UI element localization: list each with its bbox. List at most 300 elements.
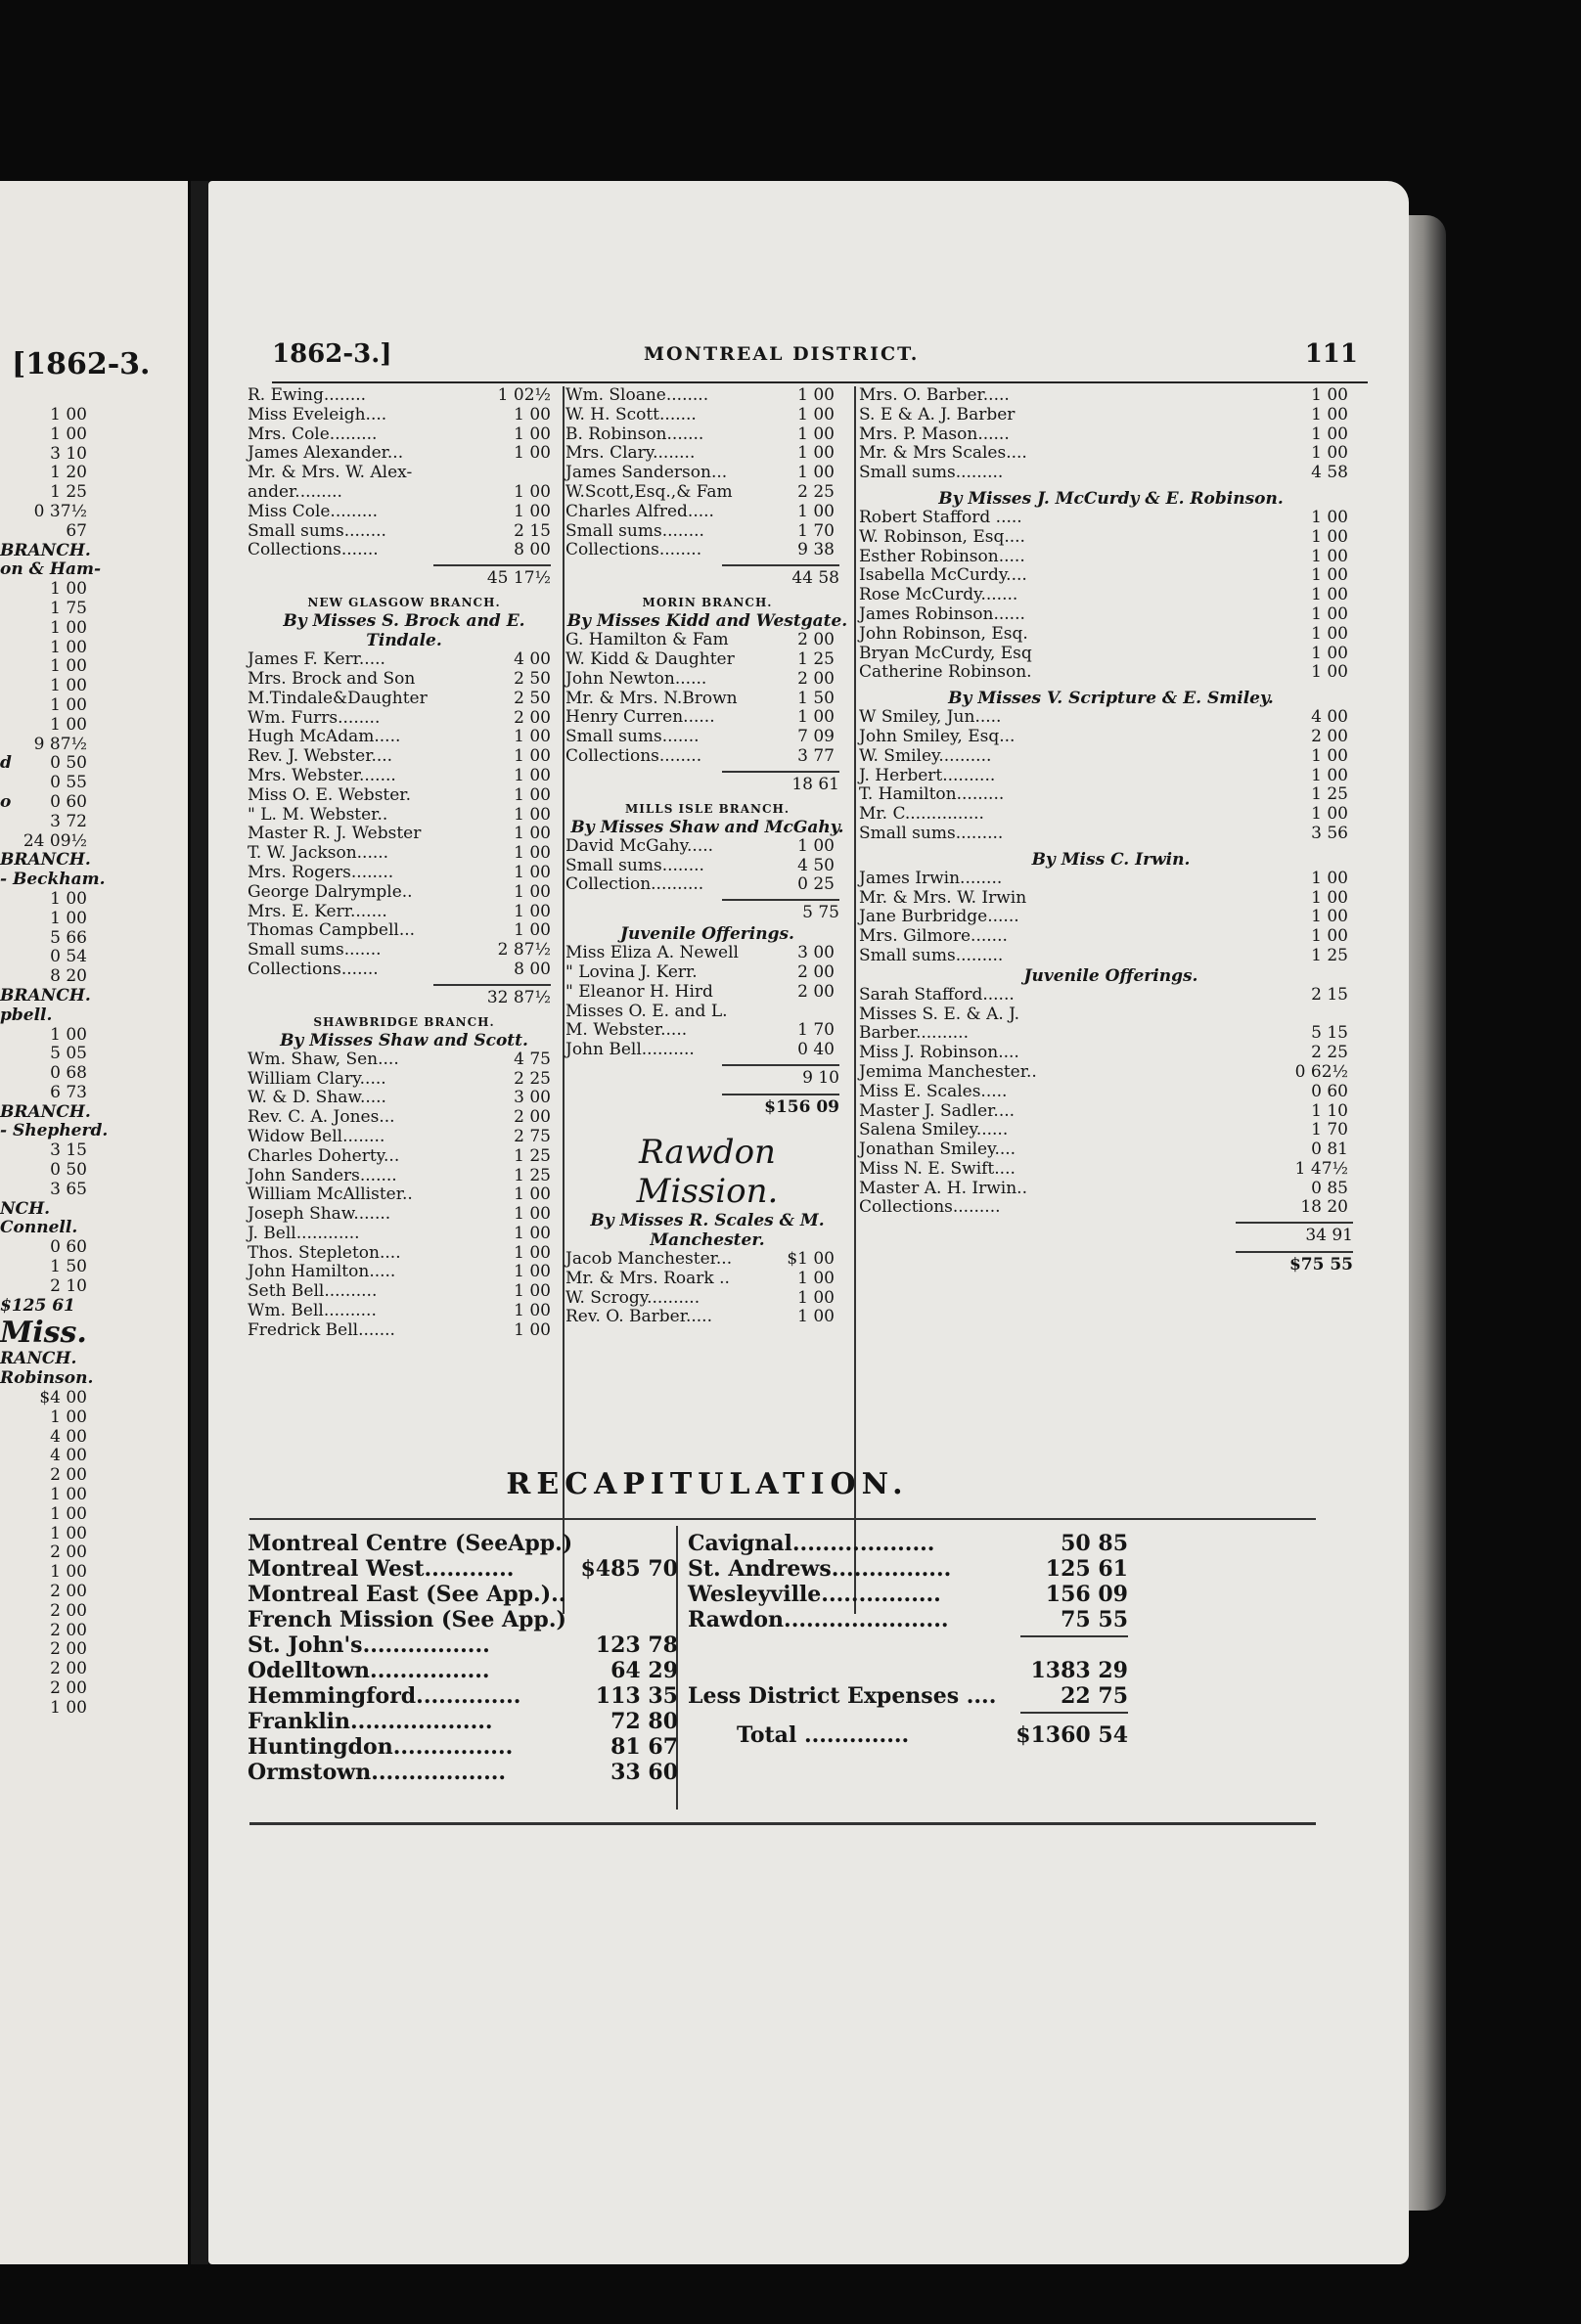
- list-item: [248, 1582, 678, 1607]
- left-line-value: 2 00: [50, 1659, 87, 1679]
- item-amount: 1 00: [797, 1268, 835, 1288]
- header-rule: [272, 381, 1368, 383]
- item-name: S. E & A. J. Barber: [859, 404, 1016, 425]
- item-name: Mr. & Mrs. W. Irwin: [859, 887, 1027, 908]
- left-page-line: [0, 754, 181, 774]
- item-amount: 1 00: [1311, 926, 1348, 947]
- item-amount: 1 00: [514, 746, 551, 767]
- left-page-line: [0, 1486, 181, 1505]
- subscription-list: [565, 386, 849, 560]
- left-page-line: [0, 696, 181, 716]
- item-amount: 1 00: [1311, 507, 1348, 527]
- item-amount: 2 87½: [497, 940, 551, 961]
- item-amount: 8 00: [514, 540, 551, 560]
- left-line-value: 1 00: [50, 1407, 87, 1427]
- item-name: Odelltown................: [248, 1658, 490, 1683]
- left-line-value: 6 73: [50, 1082, 87, 1102]
- list-item: [248, 425, 561, 445]
- collectors: By Misses R. Scales & M. Manchester.: [590, 1210, 825, 1250]
- item-amount: 1 00: [1311, 603, 1348, 624]
- left-line-label: BRANCH.: [0, 985, 91, 1006]
- item-name: Thos. Stepleton....: [248, 1242, 401, 1263]
- item-name: M. Webster.....: [565, 1020, 688, 1041]
- item-name: Master A. H. Irwin..: [859, 1178, 1027, 1198]
- left-page-line: [0, 1563, 181, 1583]
- item-amount: $485 70: [580, 1556, 678, 1582]
- list-item: [565, 1250, 849, 1270]
- left-line-value: 1 00: [50, 714, 87, 735]
- left-line-value: 5 05: [50, 1044, 87, 1064]
- left-page-line: [0, 542, 181, 561]
- list-item: [859, 386, 1363, 406]
- item-name: Mr. & Mrs. W. Alex-: [248, 463, 413, 483]
- item-name: Montreal West............: [248, 1556, 515, 1582]
- list-item: [859, 870, 1363, 889]
- left-page-line: [0, 619, 181, 639]
- item-name: Jacob Manchester...: [565, 1248, 733, 1269]
- item-name: Collection..........: [565, 874, 704, 895]
- item-amount: 0 40: [797, 1040, 835, 1060]
- item-name: James Irwin........: [859, 868, 1003, 888]
- item-amount: 1 00: [514, 1281, 551, 1302]
- list-item: [248, 670, 561, 690]
- subscription-list: [248, 1050, 561, 1341]
- item-amount: 0 62½: [1294, 1061, 1348, 1082]
- left-line-label: o: [0, 791, 12, 812]
- left-page-line: [0, 1466, 181, 1486]
- item-name: M.Tindale&Daughter: [248, 688, 428, 708]
- item-name: W. H. Scott.......: [565, 404, 697, 425]
- item-amount: 1 00: [1311, 662, 1348, 683]
- item-amount: 2 25: [1311, 1043, 1348, 1063]
- item-name: Seth Bell..........: [248, 1281, 378, 1302]
- left-line-label: $125 61: [0, 1295, 75, 1316]
- item-amount: 72 80: [610, 1709, 678, 1734]
- list-item: [565, 1270, 849, 1289]
- item-amount: 0 60: [1311, 1081, 1348, 1101]
- item-name: Collections........: [565, 745, 702, 766]
- list-item: [248, 806, 561, 826]
- list-item: [859, 1180, 1363, 1199]
- left-line-value: 67: [66, 520, 87, 541]
- item-amount: 2 15: [1311, 984, 1348, 1005]
- left-line-value: 1 00: [50, 1503, 87, 1524]
- item-name: Wesleyville................: [688, 1582, 941, 1607]
- list-item: [859, 986, 1363, 1006]
- item-amount: 1 00: [1311, 565, 1348, 586]
- item-name: Small sums.......: [248, 940, 382, 961]
- item-name: Hemmingford..............: [248, 1683, 521, 1709]
- list-item: [248, 464, 561, 483]
- item-name: Wm. Furrs........: [248, 707, 381, 728]
- item-name: William McAllister..: [248, 1184, 413, 1205]
- recap-bottom-rule: [249, 1822, 1316, 1825]
- item-amount: 1 00: [514, 901, 551, 921]
- left-line-value: 1 00: [50, 676, 87, 696]
- item-name: Mrs. O. Barber.....: [859, 385, 1010, 405]
- list-item: [248, 728, 561, 747]
- item-amount: 1 00: [1311, 404, 1348, 425]
- item-amount: 1 00: [514, 424, 551, 444]
- item-name: John Sanders.......: [248, 1165, 397, 1185]
- item-amount: 1 25: [514, 1145, 551, 1166]
- left-page-line: [0, 793, 181, 813]
- left-page-line: [0, 445, 181, 465]
- list-item: [248, 1089, 561, 1108]
- item-name: Misses O. E. and L.: [565, 1001, 728, 1021]
- item-amount: 3 56: [1311, 823, 1348, 843]
- main-page: [208, 181, 1409, 2264]
- list-item: [859, 425, 1363, 445]
- list-item: [248, 386, 561, 406]
- subscription-list: [859, 708, 1363, 844]
- left-line-value: 1 00: [50, 637, 87, 657]
- item-name: Salena Smiley......: [859, 1120, 1009, 1140]
- left-line-value: 3 10: [50, 443, 87, 464]
- list-item: [859, 625, 1363, 645]
- list-item: [248, 1302, 561, 1321]
- item-name: Miss J. Robinson....: [859, 1043, 1019, 1063]
- subtotal: 44 58: [791, 568, 839, 589]
- grand-total: $156 09: [764, 1096, 839, 1117]
- list-item: [859, 566, 1363, 586]
- item-name: Henry Curren......: [565, 707, 715, 728]
- subscription-list: [565, 944, 849, 1060]
- item-name: Rev. O. Barber.....: [565, 1307, 712, 1327]
- item-name: J. Bell............: [248, 1223, 360, 1243]
- item-name: Fredrick Bell.......: [248, 1319, 395, 1340]
- list-item: [859, 509, 1363, 528]
- list-item: [859, 747, 1363, 767]
- item-name: Jemima Manchester..: [859, 1061, 1037, 1082]
- left-line-value: 2 00: [50, 1542, 87, 1563]
- list-item: [859, 663, 1363, 683]
- item-amount: 2 00: [797, 981, 835, 1002]
- item-amount: 1 70: [797, 520, 835, 541]
- item-name: W. Robinson, Esq....: [859, 526, 1025, 547]
- item-name: T. W. Jackson......: [248, 843, 389, 864]
- item-amount: 1 25: [1311, 784, 1348, 805]
- item-amount: 1 00: [1311, 424, 1348, 444]
- left-page-line: [0, 1583, 181, 1602]
- item-amount: 1 00: [1311, 643, 1348, 663]
- list-item: [859, 728, 1363, 747]
- item-amount: 1 00: [514, 1262, 551, 1282]
- left-page-line: [0, 1122, 181, 1141]
- header-district: MONTREAL DISTRICT.: [644, 343, 920, 365]
- left-line-label: BRANCH.: [0, 1101, 91, 1122]
- item-amount: 1 00: [797, 443, 835, 464]
- list-item: [248, 650, 561, 670]
- mission-heading: Rawdon Mission.: [636, 1132, 779, 1211]
- item-name: Miss Eveleigh....: [248, 404, 387, 425]
- item-amount: 7 09: [797, 727, 835, 747]
- recap-right: [688, 1531, 1128, 1748]
- left-line-value: 1 00: [50, 405, 87, 425]
- item-amount: 1 00: [514, 920, 551, 941]
- left-line-value: 1 00: [50, 424, 87, 444]
- list-item: [248, 747, 561, 767]
- item-name: Montreal Centre (SeeApp.): [248, 1531, 573, 1556]
- left-page-line: [0, 1200, 181, 1220]
- subscription-list: [565, 837, 849, 895]
- list-item: [248, 1531, 678, 1556]
- left-line-value: 1 50: [50, 1257, 87, 1277]
- left-page-line: [0, 1141, 181, 1161]
- left-page-line: [0, 1277, 181, 1297]
- subscription-list: [248, 386, 561, 560]
- item-name: " Lovina J. Kerr.: [565, 961, 698, 982]
- item-amount: 1 00: [514, 1242, 551, 1263]
- item-name: " Eleanor H. Hird: [565, 981, 713, 1002]
- item-name: Mr. & Mrs. N.Brown: [565, 688, 738, 708]
- item-amount: 81 67: [610, 1734, 678, 1760]
- left-page-line: [0, 580, 181, 600]
- item-amount: 1 00: [514, 843, 551, 864]
- left-line-value: 2 10: [50, 1275, 87, 1296]
- item-amount: 4 00: [1311, 707, 1348, 728]
- item-name: Mr. C...............: [859, 804, 984, 825]
- left-line-value: 0 68: [50, 1063, 87, 1084]
- left-page-line: [0, 1543, 181, 1563]
- left-line-value: 1 00: [50, 1024, 87, 1045]
- left-page-line: [0, 560, 181, 580]
- list-item: [859, 927, 1363, 947]
- list-item: [565, 670, 849, 690]
- item-name: James F. Kerr.....: [248, 649, 385, 670]
- list-item: [859, 805, 1363, 825]
- left-page-line: [0, 1622, 181, 1641]
- item-name: St. Andrews................: [688, 1556, 952, 1582]
- left-line-value: 1 20: [50, 463, 87, 483]
- item-name: David McGahy.....: [565, 835, 714, 856]
- left-page-line: [0, 1238, 181, 1258]
- recap-subtotal: 1383 29: [1030, 1658, 1128, 1683]
- item-name: Wm. Shaw, Sen....: [248, 1049, 399, 1069]
- item-name: Small sums.........: [859, 945, 1004, 965]
- item-name: Collections........: [565, 540, 702, 560]
- list-item: [248, 941, 561, 961]
- left-line-value: 1 00: [50, 1485, 87, 1505]
- list-item: [565, 1289, 849, 1309]
- item-amount: 1 00: [514, 784, 551, 805]
- subscription-list: [859, 870, 1363, 966]
- list-item: [859, 1160, 1363, 1180]
- left-line-label: on & Ham-: [0, 559, 102, 580]
- left-line-label: RANCH.: [0, 1349, 77, 1369]
- list-item: [248, 1167, 561, 1186]
- list-item: [565, 406, 849, 425]
- item-name: Small sums........: [565, 855, 704, 875]
- item-name: Joseph Shaw.......: [248, 1204, 391, 1225]
- item-amount: 1 00: [514, 1223, 551, 1243]
- item-amount: 4 00: [514, 649, 551, 670]
- item-name: R. Ewing........: [248, 385, 367, 405]
- item-amount: 1 00: [1311, 443, 1348, 464]
- left-page-line: [0, 1064, 181, 1084]
- item-name: Robert Stafford .....: [859, 507, 1022, 527]
- left-line-value: 0 60: [50, 791, 87, 812]
- list-item: [248, 1607, 678, 1632]
- left-page-header: [1862-3.: [12, 347, 151, 381]
- item-amount: 1 47½: [1294, 1158, 1348, 1179]
- item-name: Mr. & Mrs. Roark ..: [565, 1268, 730, 1288]
- collectors: By Miss C. Irwin.: [1031, 849, 1191, 870]
- list-item: [248, 921, 561, 941]
- list-item: [859, 1140, 1363, 1160]
- list-item: [688, 1582, 1128, 1607]
- item-name: Miss E. Scales.....: [859, 1081, 1008, 1101]
- item-name: G. Hamilton & Fam: [565, 630, 729, 650]
- list-item: [248, 444, 561, 464]
- collectors: By Misses Shaw and Scott.: [280, 1030, 528, 1050]
- list-item: [859, 464, 1363, 483]
- item-amount: 1 00: [797, 501, 835, 521]
- left-page-line: [0, 948, 181, 967]
- left-line-label: Robinson.: [0, 1368, 94, 1389]
- item-amount: 1 00: [514, 404, 551, 425]
- list-item: [248, 1282, 561, 1302]
- list-item: [859, 947, 1363, 966]
- left-page-line: [0, 1602, 181, 1622]
- left-page-line: [0, 910, 181, 929]
- list-item: [248, 1185, 561, 1205]
- left-page-line: [0, 1408, 181, 1428]
- item-name: James Robinson......: [859, 603, 1025, 624]
- column-3: [859, 386, 1363, 1276]
- item-name: J. Herbert..........: [859, 765, 996, 785]
- list-item: [565, 1003, 849, 1022]
- left-page-line: [0, 639, 181, 658]
- item-name: Barber..........: [859, 1023, 969, 1044]
- item-amount: 1 00: [797, 835, 835, 856]
- item-name: Rose McCurdy.......: [859, 585, 1018, 605]
- left-page-line: [0, 1219, 181, 1238]
- left-page-line: [0, 1369, 181, 1389]
- left-page-line: [0, 1428, 181, 1448]
- item-name: Cavignal...................: [688, 1531, 935, 1556]
- list-item: [248, 1658, 678, 1683]
- item-amount: 2 75: [514, 1126, 551, 1146]
- item-amount: 1 00: [514, 443, 551, 464]
- subscription-list: [859, 986, 1363, 1219]
- item-name: B. Robinson.......: [565, 424, 704, 444]
- item-name: Wm. Sloane........: [565, 385, 709, 405]
- item-amount: 1 25: [1311, 945, 1348, 965]
- item-amount: 4 50: [797, 855, 835, 875]
- list-item: [859, 889, 1363, 909]
- list-item: [248, 406, 561, 425]
- left-line-value: 1 75: [50, 598, 87, 618]
- item-amount: 2 25: [514, 1068, 551, 1089]
- left-page-line: [0, 600, 181, 619]
- left-line-label: - Beckham.: [0, 870, 106, 890]
- item-amount: 2 00: [797, 668, 835, 689]
- item-amount: 0 81: [1311, 1140, 1348, 1160]
- column-2: [565, 386, 849, 1327]
- item-name: Mrs. Clary........: [565, 443, 696, 464]
- item-name: James Alexander...: [248, 443, 404, 464]
- item-amount: 1 00: [797, 1287, 835, 1308]
- list-item: [859, 605, 1363, 625]
- item-name: Miss O. E. Webster.: [248, 784, 411, 805]
- left-page-line: [0, 657, 181, 677]
- left-line-value: 5 66: [50, 927, 87, 948]
- left-page-line: [0, 1026, 181, 1046]
- list-item: [565, 522, 849, 542]
- left-page-line: [0, 1640, 181, 1660]
- recap-title: RECAPITULATION.: [506, 1467, 909, 1501]
- left-line-value: 0 50: [50, 1160, 87, 1181]
- item-name: " L. M. Webster..: [248, 804, 388, 825]
- left-line-value: 3 72: [50, 811, 87, 831]
- list-item: [248, 1760, 678, 1785]
- item-amount: 1 00: [514, 824, 551, 844]
- list-item: [248, 1070, 561, 1090]
- item-amount: 2 50: [514, 668, 551, 689]
- item-amount: 1 00: [1311, 887, 1348, 908]
- left-page-line: [0, 1045, 181, 1064]
- item-name: Mrs. Webster.......: [248, 765, 396, 785]
- list-item: [248, 903, 561, 922]
- list-item: [248, 825, 561, 844]
- item-amount: 1 70: [1311, 1120, 1348, 1140]
- item-name: W. & D. Shaw.....: [248, 1088, 386, 1108]
- list-item: [565, 728, 849, 747]
- collectors: By Misses V. Scripture & E. Smiley.: [948, 689, 1274, 709]
- item-amount: 75 55: [1061, 1607, 1128, 1632]
- page-number: 111: [1304, 339, 1358, 369]
- list-item: [565, 708, 849, 728]
- list-item: [859, 586, 1363, 605]
- item-amount: 1 00: [1311, 585, 1348, 605]
- left-line-value: $4 00: [39, 1388, 87, 1408]
- page-header: [272, 339, 1378, 379]
- item-name: French Mission (See App.): [248, 1607, 566, 1632]
- left-page-line: [0, 1258, 181, 1277]
- section-heading: Juvenile Offerings.: [1023, 965, 1198, 986]
- list-item: [859, 708, 1363, 728]
- recap-left: [248, 1531, 678, 1785]
- item-name: Jane Burbridge......: [859, 907, 1019, 927]
- left-page-line: [0, 1699, 181, 1719]
- item-amount: 1 00: [797, 385, 835, 405]
- item-amount: 2 25: [797, 481, 835, 502]
- item-amount: 1 00: [797, 707, 835, 728]
- subtotal: 34 91: [1305, 1226, 1353, 1246]
- left-line-value: 1 00: [50, 888, 87, 909]
- left-line-value: 0 54: [50, 947, 87, 967]
- list-item: [859, 1121, 1363, 1140]
- item-name: Miss N. E. Swift....: [859, 1158, 1016, 1179]
- list-item: [565, 425, 849, 445]
- item-amount: 1 50: [797, 688, 835, 708]
- item-name: Esther Robinson.....: [859, 546, 1025, 566]
- list-item: [565, 983, 849, 1003]
- item-name: Mrs. Rogers........: [248, 862, 394, 882]
- left-page-line: [0, 1679, 181, 1699]
- item-name: Master R. J. Webster: [248, 824, 422, 844]
- item-amount: 4 58: [1311, 463, 1348, 483]
- item-name: W. Scrogy..........: [565, 1287, 700, 1308]
- recap-less: 22 75: [1061, 1683, 1128, 1709]
- item-name: Wm. Bell..........: [248, 1301, 377, 1321]
- item-name: John Newton......: [565, 668, 707, 689]
- list-item: [248, 709, 561, 729]
- left-line-value: 2 00: [50, 1600, 87, 1621]
- left-line-value: 0 60: [50, 1237, 87, 1258]
- list-item: [688, 1531, 1128, 1556]
